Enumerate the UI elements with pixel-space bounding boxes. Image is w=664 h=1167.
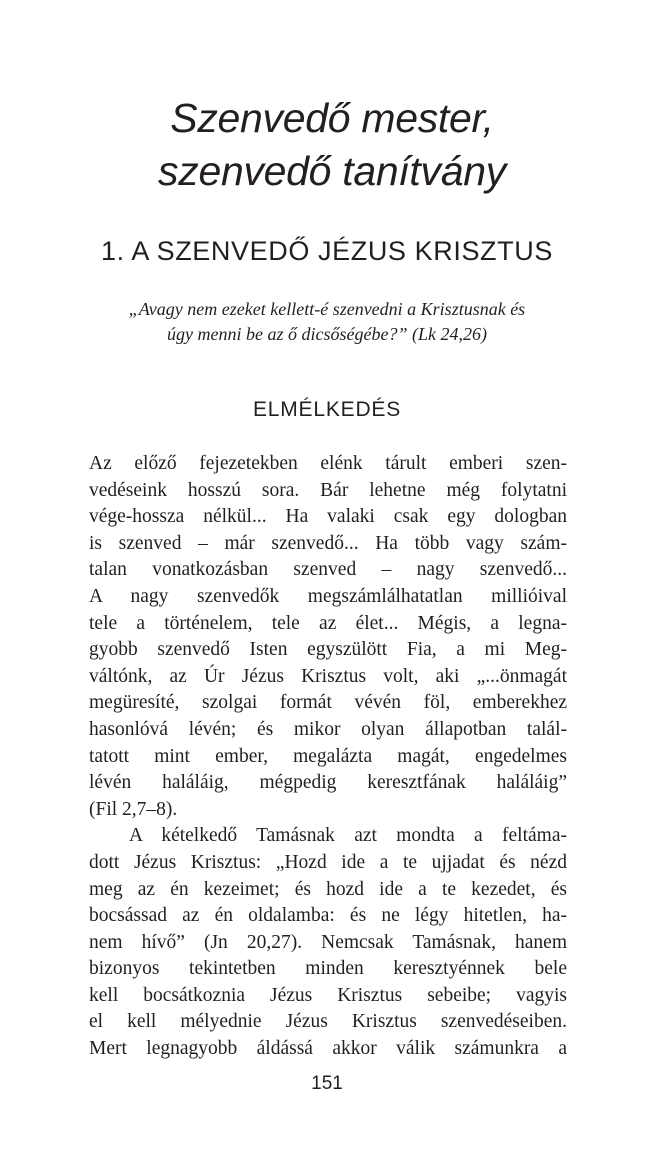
body-text: [89, 451, 567, 1063]
body-line: A kételkedő Tamásnak azt mondta a feltáma-: [129, 825, 567, 847]
body-line: váltónk, az Úr Jézus Krisztus volt, aki „...önmagát: [89, 665, 567, 687]
motto-line-1: „Avagy nem ezeket kellett-é szenvedni a Krisztusnak és: [128, 299, 526, 319]
motto-quote: [0, 297, 654, 347]
page-number: 151: [311, 1073, 343, 1094]
body-line: megüresíté, szolgai formát vévén föl, emberekhez: [89, 692, 567, 714]
title-line-2: szenvedő tanítvány: [158, 148, 506, 194]
body-line: dott Jézus Krisztus: „Hozd ide a te ujjadat és nézd: [89, 851, 567, 873]
body-line: meg az én kezeimet; és hozd ide a te kezedet, és: [89, 878, 567, 900]
body-line: lévén haláláig, mégpedig keresztfának haláláig”: [89, 772, 567, 794]
chapter-heading: 1. A SZENVEDŐ JÉZUS KRISZTUS: [101, 236, 553, 266]
body-line: vége-hossza nélkül... Ha valaki csak egy dologban: [89, 506, 567, 528]
body-line: A nagy szenvedők megszámlálhatatlan millióival: [89, 585, 567, 607]
body-line: bizonyos tekintetben minden keresztyénnek bele: [89, 958, 567, 980]
body-line: tele a történelem, tele az élet... Mégis, a legna-: [89, 612, 567, 634]
body-line: vedéseink hosszú sora. Bár lehetne még folytatni: [89, 479, 567, 501]
body-line: (Fil 2,7–8).: [89, 798, 178, 820]
body-line: gyobb szenvedő Isten egyszülött Fia, a mi Meg-: [89, 639, 567, 661]
title-line-1: Szenvedő mester,: [170, 95, 494, 141]
body-line: Az előző fejezetekben elénk tárult emberi szen-: [89, 453, 567, 474]
body-line: tatott mint ember, megalázta magát, engedelmes: [89, 745, 567, 767]
motto-line-2: úgy menni be az ő dicsőségébe?” (Lk 24,26): [167, 324, 487, 344]
body-line: is szenved – már szenvedő... Ha több vagy szám-: [89, 532, 567, 554]
section-heading: ELMÉLKEDÉS: [252, 398, 402, 421]
page-title: [0, 92, 664, 198]
body-line: Mert legnagyobb áldássá akkor válik számunkra a: [89, 1038, 567, 1060]
body-line: kell bocsátkoznia Jézus Krisztus sebeibe; vagyis: [89, 984, 567, 1006]
body-line: el kell mélyednie Jézus Krisztus szenvedéseiben.: [89, 1011, 567, 1033]
body-line: nem hívő” (Jn 20,27). Nemcsak Tamásnak, hanem: [89, 931, 567, 953]
body-line: hasonlóvá lévén; és mikor olyan állapotban talál-: [89, 718, 567, 740]
body-line: bocsássad az én oldalamba: és ne légy hitetlen, ha-: [89, 905, 567, 927]
body-line: talan vonatkozásban szenved – nagy szenvedő...: [89, 559, 567, 581]
